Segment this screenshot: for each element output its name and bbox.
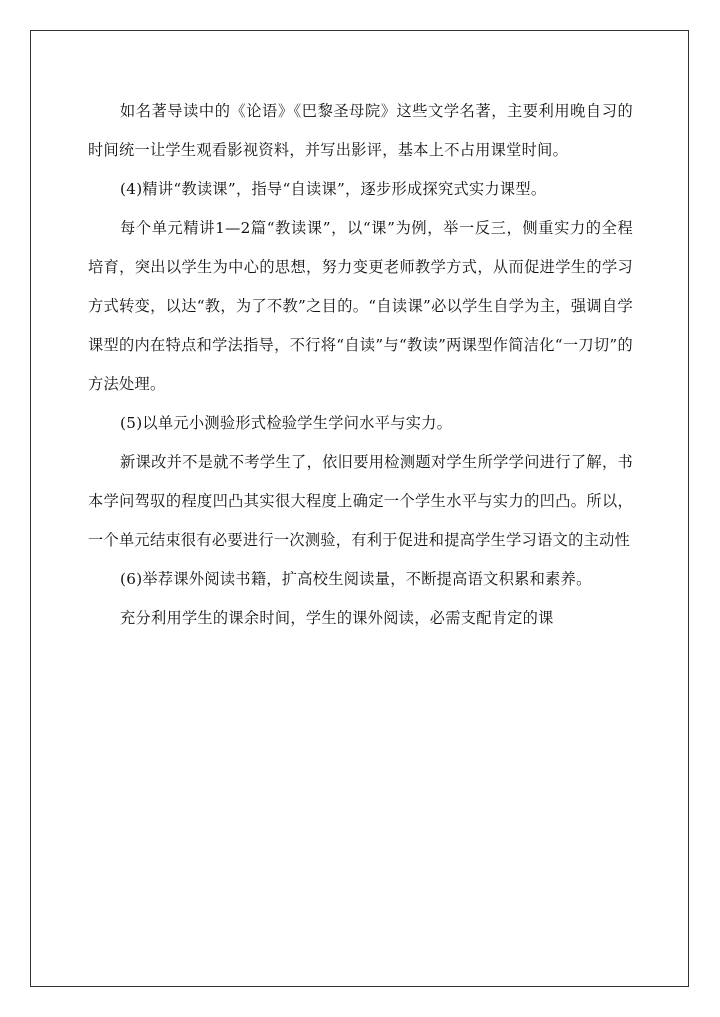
paragraph-7: 充分利用学生的课余时间，学生的课外阅读，必需支配肯定的课 <box>120 609 554 627</box>
paragraph-5: 新课改并不是就不考学生了，依旧要用检测题对学生所学学问进行了解，书本学问驾驭的程度凹凸其实很大程度上确定一个学生水平与实力的凹凸。所以，一个单元结束很有必要进行一次测验，有利于促进和提高学生学习语文的主动性 <box>88 453 633 549</box>
paragraph-2: (4)精讲“教读课”，指导“自读课”，逐步形成探究式实力课型。 <box>120 180 547 198</box>
paragraph-4: (5)以单元小测验形式检验学生学问水平与实力。 <box>120 414 453 432</box>
document-body <box>88 92 633 638</box>
paragraph-1: 如名著导读中的《论语》《巴黎圣母院》这些文学名著，主要利用晚自习的时间统一让学生观看影视资料，并写出影评，基本上不占用课堂时间。 <box>88 102 633 159</box>
paragraph-6: (6)举荐课外阅读书籍，扩高校生阅读量，不断提高语文积累和素养。 <box>120 570 592 588</box>
paragraph-3: 每个单元精讲1—2篇“教读课”，以“课”为例，举一反三，侧重实力的全程培育，突出以学生为中心的思想，努力变更老师教学方式，从而促进学生的学习方式转变，以达“教，为了不教”之目的。“自读课”必以学生自学为主，强调自学课型的内在特点和学法指导，不行将“自读”与“教读”两课型作简洁化“一刀切”的方法处理。 <box>88 219 633 393</box>
